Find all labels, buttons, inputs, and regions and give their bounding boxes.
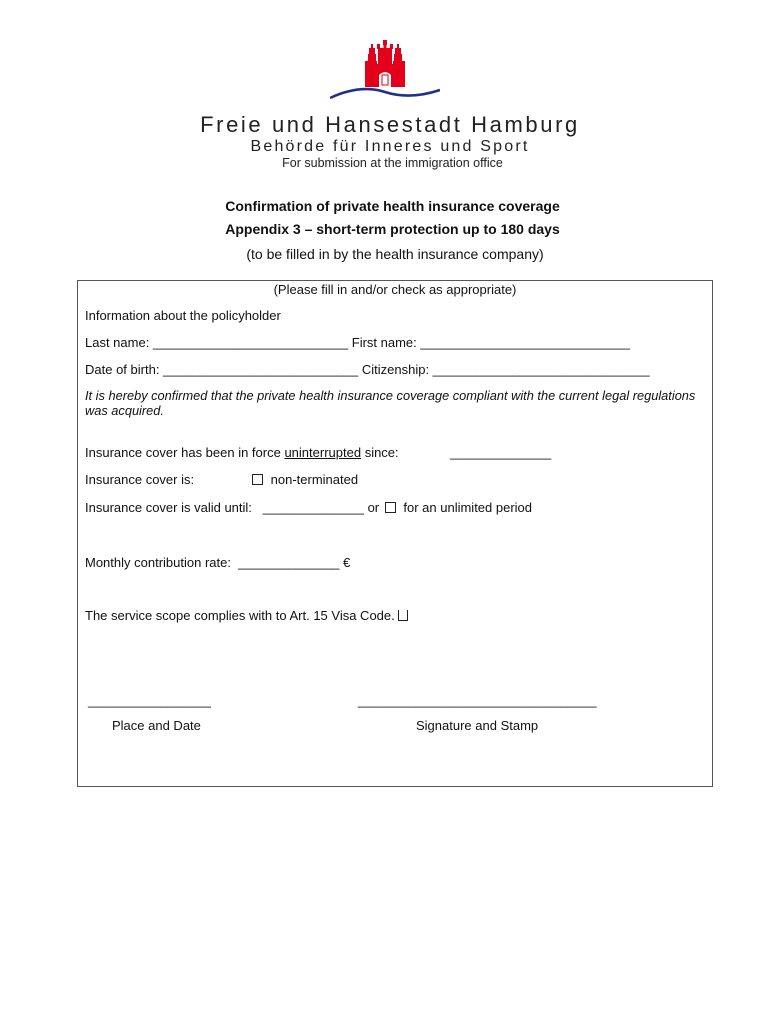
coverage-since-suffix: since: [361, 445, 399, 460]
place-date-label: Place and Date [112, 718, 201, 733]
coverage-since-blank[interactable]: ______________ [450, 445, 552, 460]
signature-label: Signature and Stamp [416, 718, 539, 733]
monthly-contribution-row[interactable]: Monthly contribution rate: ______________ € [85, 555, 351, 570]
place-date-line[interactable]: _________________ [88, 693, 211, 708]
coverage-since-row [85, 445, 399, 460]
form-box [77, 280, 713, 787]
valid-until-row [85, 500, 532, 515]
visa-code-text: The service scope complies with to Art. 15 Visa Code. [85, 608, 395, 623]
agency-department: Behörde für Inneres und Sport [250, 138, 530, 155]
coverage-since-prefix: Insurance cover has been in force [85, 445, 285, 460]
document-appendix-heading: Appendix 3 – short-term protection up to 180 days [225, 221, 560, 237]
document-heading: Confirmation of private health insurance coverage [225, 198, 560, 214]
coverage-status-label: Insurance cover is: [85, 472, 195, 487]
visa-code-row [85, 608, 408, 623]
unlimited-period-label: for an unlimited period [403, 500, 533, 515]
document-instruction: (to be filled in by the health insurance company) [246, 246, 544, 262]
policyholder-section-label: Information about the policyholder [85, 308, 281, 323]
submission-note: For submission at the immigration office [282, 156, 503, 170]
agency-title: Freie und Hansestadt Hamburg [200, 112, 580, 137]
hamburg-coat-of-arms-logo [330, 40, 440, 104]
birth-citizenship-row[interactable]: Date of birth: ___________________________ Citizenship: ______________________________ [85, 362, 650, 377]
visa-code-checkbox[interactable] [398, 610, 408, 621]
fill-note: (Please fill in and/or check as appropriate) [273, 282, 517, 297]
valid-until-text[interactable]: Insurance cover is valid until: ______________ or [85, 500, 380, 515]
coverage-since-underlined: uninterrupted [284, 445, 362, 460]
non-terminated-checkbox[interactable] [252, 474, 263, 485]
non-terminated-label: non-terminated [270, 472, 359, 487]
confirmation-statement: It is hereby confirmed that the private health insurance coverage compliant with the current legal regulations was acquired. [85, 388, 696, 418]
signature-line[interactable]: _________________________________ [358, 693, 597, 708]
name-fields-row[interactable]: Last name: ___________________________ First name: _____________________________ [85, 335, 631, 350]
non-terminated-option[interactable] [250, 472, 358, 487]
unlimited-period-checkbox[interactable] [385, 502, 396, 513]
